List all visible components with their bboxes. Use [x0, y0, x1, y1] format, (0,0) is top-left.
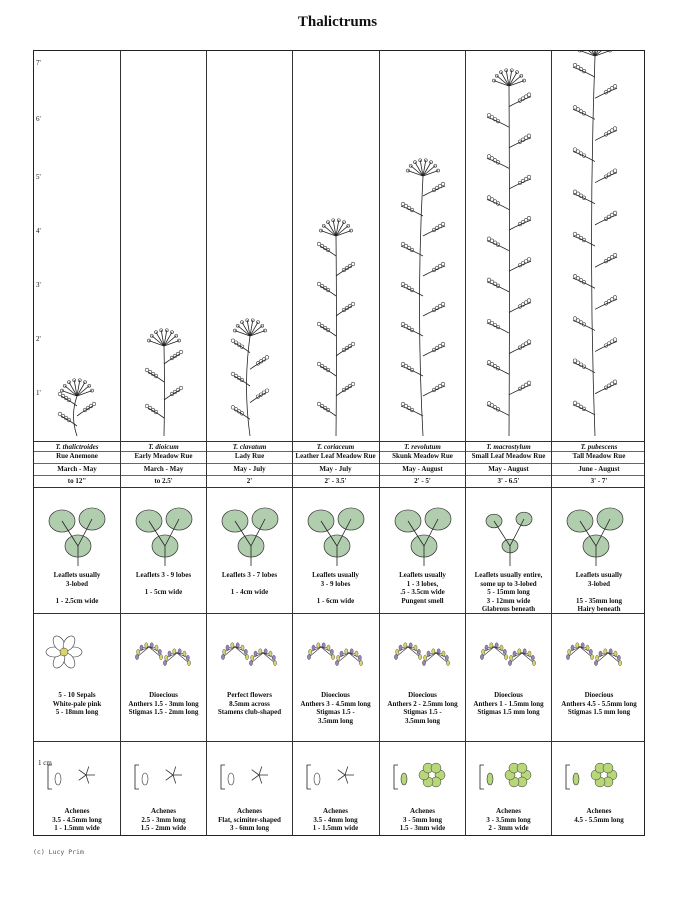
leaf-note	[380, 580, 465, 589]
flower-note	[207, 700, 292, 709]
plant-habit-drawing	[380, 51, 466, 441]
achene-note	[34, 807, 120, 816]
flower-drawing	[121, 617, 207, 687]
leaf-drawing	[466, 491, 552, 571]
leaf-note-text: Glabrous beneath	[481, 605, 536, 613]
leaf-note	[207, 588, 292, 597]
achene-note	[121, 807, 206, 816]
flower-note	[466, 700, 551, 709]
bloom-period	[34, 465, 120, 474]
flower-note	[380, 717, 465, 726]
species-latin: T. clavatum	[232, 443, 267, 451]
species-latin: T. dioicum	[148, 443, 179, 451]
achene-note	[293, 816, 378, 825]
species-name	[293, 443, 378, 452]
achene-note	[121, 824, 206, 833]
achene-note-text: Achenes	[496, 807, 521, 815]
common-name-text: Early Meadow Rue	[134, 452, 193, 460]
flower-note-text: Stigmas 1.5 mm long	[567, 708, 631, 716]
flower-note-text: 3.5mm long	[318, 716, 353, 725]
achene-drawing	[466, 745, 552, 805]
flower-drawing	[34, 617, 120, 687]
achene-note-text: Achenes	[586, 807, 612, 815]
scale-tick: 6'	[36, 115, 41, 123]
leaf-note-text: 3-lobed	[65, 579, 89, 588]
height-range	[293, 477, 378, 486]
achene-note-text: 2 - 3mm wide	[488, 824, 529, 832]
flower-note	[552, 708, 646, 717]
species-name	[380, 443, 465, 452]
chart-frame	[33, 50, 645, 836]
leaf-note-text: Leaflets 3 - 9 lobes	[135, 571, 192, 579]
scale-tick: 2'	[36, 335, 41, 343]
height-range-text: 3' - 7'	[590, 477, 608, 485]
flower-drawing	[552, 617, 638, 687]
bloom-period-text: March - May	[57, 465, 97, 473]
species-column	[379, 51, 465, 835]
common-name	[34, 452, 120, 461]
leaf-note	[121, 588, 206, 597]
flower-note-text: Dioecious	[408, 691, 437, 699]
leaf-note	[34, 580, 120, 589]
species-name	[552, 443, 646, 452]
height-range-text: to 2.5'	[154, 477, 173, 485]
species-latin: T. macrostylum	[486, 443, 531, 451]
leaf-note-text: 3 - 12mm wide	[486, 596, 531, 605]
achene-note-text: Achenes	[323, 807, 348, 815]
achene-note	[34, 816, 120, 825]
flower-note-text: Perfect flowers	[227, 691, 272, 699]
leaf-note	[466, 588, 551, 597]
plant-habit-drawing	[34, 51, 120, 441]
plant-habit-drawing	[466, 51, 552, 441]
species-column	[551, 51, 646, 835]
page-title: Thalictrums	[297, 14, 378, 30]
height-range	[552, 477, 646, 486]
flower-note-text: Anthers 1.5 - 3mm long	[128, 699, 199, 708]
flower-note	[34, 691, 120, 700]
flower-note	[380, 700, 465, 709]
flower-note	[121, 691, 206, 700]
achene-note	[207, 824, 292, 833]
plant-habit-drawing	[207, 51, 293, 441]
flower-note	[207, 691, 292, 700]
achene-note-text: Achenes	[151, 807, 176, 815]
flower-note	[121, 708, 206, 717]
leaf-note-text: 1 - 2.5cm wide	[55, 596, 99, 605]
leaf-note-text: some up to 3-lobed	[480, 579, 537, 588]
species-column	[292, 51, 378, 835]
achene-note-text: 3.5 - 4.5mm long	[52, 815, 102, 824]
leaf-drawing	[552, 491, 638, 571]
achene-note-text: Flat, scimiter-shaped	[218, 815, 281, 824]
flower-note-text: 5 - 10 Sepals	[58, 691, 96, 699]
leaf-note	[552, 580, 646, 589]
leaf-note	[552, 597, 646, 606]
flower-note	[552, 700, 646, 709]
achene-note	[121, 816, 206, 825]
species-column	[206, 51, 292, 835]
flower-note	[34, 708, 120, 717]
achene-note-text: 3 - 5mm long	[402, 815, 443, 824]
achene-drawing	[552, 745, 638, 805]
flower-note-text: Anthers 4.5 - 5.5mm long	[561, 699, 637, 708]
height-range-text: 2'	[246, 477, 253, 485]
scale-tick: 5'	[36, 173, 41, 181]
leaf-note	[552, 605, 646, 614]
leaf-note	[466, 605, 551, 614]
bloom-period-text: May - August	[488, 465, 529, 473]
flower-note-text: Anthers 3 - 4.5mm long	[300, 699, 371, 708]
flower-note-text: Dioecious	[494, 691, 523, 699]
common-name	[466, 452, 551, 461]
plant-habit-drawing	[552, 51, 638, 441]
achene-drawing	[293, 745, 379, 805]
achene-scale-label	[38, 759, 120, 768]
height-range	[466, 477, 551, 486]
leaf-note	[380, 597, 465, 606]
height-range-text: to 12"	[67, 477, 87, 485]
flower-note	[207, 708, 292, 717]
common-name	[121, 452, 206, 461]
leaf-note-text: Leaflets 3 - 7 lobes	[221, 571, 278, 579]
species-column	[465, 51, 551, 835]
leaf-note-text: 1 - 3 lobes,	[406, 579, 439, 588]
scale-tick: 7'	[36, 59, 41, 67]
achene-note	[207, 816, 292, 825]
achene-note-text: 1 - 1.5mm wide	[312, 824, 359, 832]
bloom-period	[293, 465, 378, 474]
achene-note	[34, 824, 120, 833]
flower-note-text: Dioecious	[149, 691, 178, 699]
bloom-period	[207, 465, 292, 474]
flower-note-text: Anthers 1 - 1.5mm long	[473, 699, 544, 708]
plant-habit-drawing	[293, 51, 379, 441]
achene-note	[293, 824, 378, 833]
leaf-note	[34, 571, 120, 580]
height-range	[207, 477, 292, 486]
leaf-note-text: 15 - 35mm long	[575, 596, 623, 605]
height-range	[121, 477, 206, 486]
achene-note-text: 3 - 6mm long	[229, 824, 270, 832]
bloom-period	[552, 465, 646, 474]
flower-note-text: Anthers 2 - 2.5mm long	[387, 699, 458, 708]
leaf-note	[380, 588, 465, 597]
species-name	[121, 443, 206, 452]
achene-note-text: 3 - 3.5mm long	[486, 815, 531, 824]
flower-note	[293, 717, 378, 726]
flower-drawing	[380, 617, 466, 687]
leaf-note-text: 1 - 4cm wide	[230, 588, 269, 596]
common-name	[207, 452, 292, 461]
leaf-drawing	[207, 491, 293, 571]
leaf-note-text: Leaflets usually entire,	[474, 571, 543, 579]
leaf-note-text: Leaflets usually	[312, 571, 359, 579]
bloom-period	[121, 465, 206, 474]
credit-text: (c) Lucy Prim	[33, 848, 84, 856]
scale-tick: 4'	[36, 227, 41, 235]
achene-note-text: Achenes	[410, 807, 435, 815]
flower-note	[293, 708, 378, 717]
achene-note-text: 4.5 - 5.5mm long	[574, 815, 624, 824]
leaf-note-text: 1 - 5cm wide	[144, 588, 183, 596]
leaf-note	[293, 571, 378, 580]
achene-note-text: 2.5 - 3mm long	[141, 815, 186, 824]
leaf-drawing	[380, 491, 466, 571]
common-name	[380, 452, 465, 461]
achene-note	[380, 816, 465, 825]
achene-note-text: 1 - 1.5mm wide	[54, 824, 100, 832]
flower-note	[380, 708, 465, 717]
flower-note-text: Stigmas 1.5 -	[403, 708, 442, 716]
achene-drawing	[380, 745, 466, 805]
flower-drawing	[466, 617, 552, 687]
leaf-note	[293, 580, 378, 589]
common-name-text: Tall Meadow Rue	[572, 452, 626, 460]
flower-note	[121, 700, 206, 709]
species-latin: T. revolutum	[404, 443, 441, 451]
achene-note	[552, 807, 646, 816]
flower-note	[466, 708, 551, 717]
leaf-note-text: 5 - 15mm long	[487, 588, 530, 596]
species-latin: T. thalictroides	[55, 443, 99, 451]
flower-note-text: Dioecious	[321, 691, 350, 699]
achene-note-text: 1.5 - 2mm wide	[140, 824, 187, 832]
achene-note-text: 3.5 - 4mm long	[313, 815, 358, 824]
achene-drawing	[207, 745, 293, 805]
leaf-note	[466, 597, 551, 606]
flower-note-text: Dioecious	[584, 691, 614, 699]
flower-note	[380, 691, 465, 700]
achene-note	[466, 807, 551, 816]
bloom-period	[466, 465, 551, 474]
flower-drawing	[207, 617, 293, 687]
leaf-note	[207, 571, 292, 580]
leaf-note-text: Leaflets usually	[399, 571, 446, 579]
height-range	[380, 477, 465, 486]
flower-note-text: Stigmas 1.5 -	[316, 708, 355, 716]
common-name-text: Lady Rue	[234, 452, 265, 460]
achene-note-text: Achenes	[237, 807, 262, 815]
leaf-note-text: Leaflets usually	[575, 571, 623, 579]
leaf-note-text: Pungent smell	[401, 596, 444, 605]
plant-habit-drawing	[121, 51, 207, 441]
flower-note-text: 8.5mm across	[229, 699, 270, 708]
flower-drawing	[293, 617, 379, 687]
flower-note	[34, 700, 120, 709]
achene-note-text: 1.5 - 3mm wide	[399, 824, 446, 832]
leaf-note-text: 3 - 9 lobes	[320, 579, 351, 588]
flower-note	[552, 691, 646, 700]
scale-tick: 3'	[36, 281, 41, 289]
flower-note-text: 3.5mm long	[405, 716, 440, 725]
species-column	[34, 51, 120, 835]
achene-note	[380, 807, 465, 816]
flower-note-text: Stigmas 1.5 mm long	[477, 708, 540, 716]
leaf-note-text: Leaflets usually	[53, 571, 101, 579]
common-name	[293, 452, 378, 461]
achene-note	[380, 824, 465, 833]
common-name	[552, 452, 646, 461]
flower-note-text: Stigmas 1.5 - 2mm long	[128, 708, 199, 716]
species-name	[207, 443, 292, 452]
achene-drawing	[34, 745, 120, 805]
achene-note-text: Achenes	[64, 807, 90, 815]
flower-note-text: 5 - 18mm long	[55, 708, 99, 716]
leaf-note-text: 1 - 6cm wide	[316, 596, 355, 605]
achene-note	[207, 807, 292, 816]
height-range-text: 2' - 3.5'	[324, 477, 347, 485]
common-name-text: Small Leaf Meadow Rue	[471, 452, 546, 460]
height-range-text: 3' - 6.5'	[497, 477, 520, 485]
leaf-drawing	[34, 491, 120, 571]
leaf-note-text: .5 - 3.5cm wide	[400, 588, 445, 596]
leaf-drawing	[293, 491, 379, 571]
achene-note	[466, 816, 551, 825]
common-name-text: Leather Leaf Meadow Rue	[295, 452, 376, 460]
species-latin: T. pubescens	[580, 443, 618, 451]
common-name-text: Rue Anemone	[56, 452, 98, 460]
bloom-period-text: May - July	[319, 465, 352, 473]
achene-drawing	[121, 745, 207, 805]
leaf-note-text: 3-lobed	[587, 579, 611, 588]
bloom-period-text: May - August	[402, 465, 443, 473]
species-latin: T. coriaceum	[316, 443, 355, 451]
leaf-note	[34, 597, 120, 606]
flower-note	[466, 691, 551, 700]
height-range	[34, 477, 120, 486]
leaf-note	[121, 571, 206, 580]
species-column	[120, 51, 206, 835]
leaf-note	[466, 571, 551, 580]
bloom-period	[380, 465, 465, 474]
bloom-period-text: June - August	[578, 465, 620, 473]
scale-tick: 1'	[36, 389, 41, 397]
flower-note-text: White-pale pink	[52, 699, 102, 708]
height-range-text: 2' - 5'	[414, 477, 431, 485]
leaf-drawing	[121, 491, 207, 571]
bloom-period-text: March - May	[143, 465, 184, 473]
flower-note	[293, 691, 378, 700]
leaf-note	[466, 580, 551, 589]
scale-label-text: 1 cm	[38, 759, 52, 767]
bloom-period-text: May - July	[233, 465, 266, 473]
achene-note	[552, 816, 646, 825]
flower-note	[293, 700, 378, 709]
common-name-text: Skunk Meadow Rue	[392, 452, 453, 460]
achene-note	[293, 807, 378, 816]
leaf-note	[380, 571, 465, 580]
leaf-note	[293, 597, 378, 606]
leaf-note	[552, 571, 646, 580]
species-name	[466, 443, 551, 452]
flower-note-text: Stamens club-shaped	[217, 708, 282, 716]
leaf-note-text: Hairy beneath	[577, 605, 621, 613]
species-name	[34, 443, 120, 452]
achene-note	[466, 824, 551, 833]
